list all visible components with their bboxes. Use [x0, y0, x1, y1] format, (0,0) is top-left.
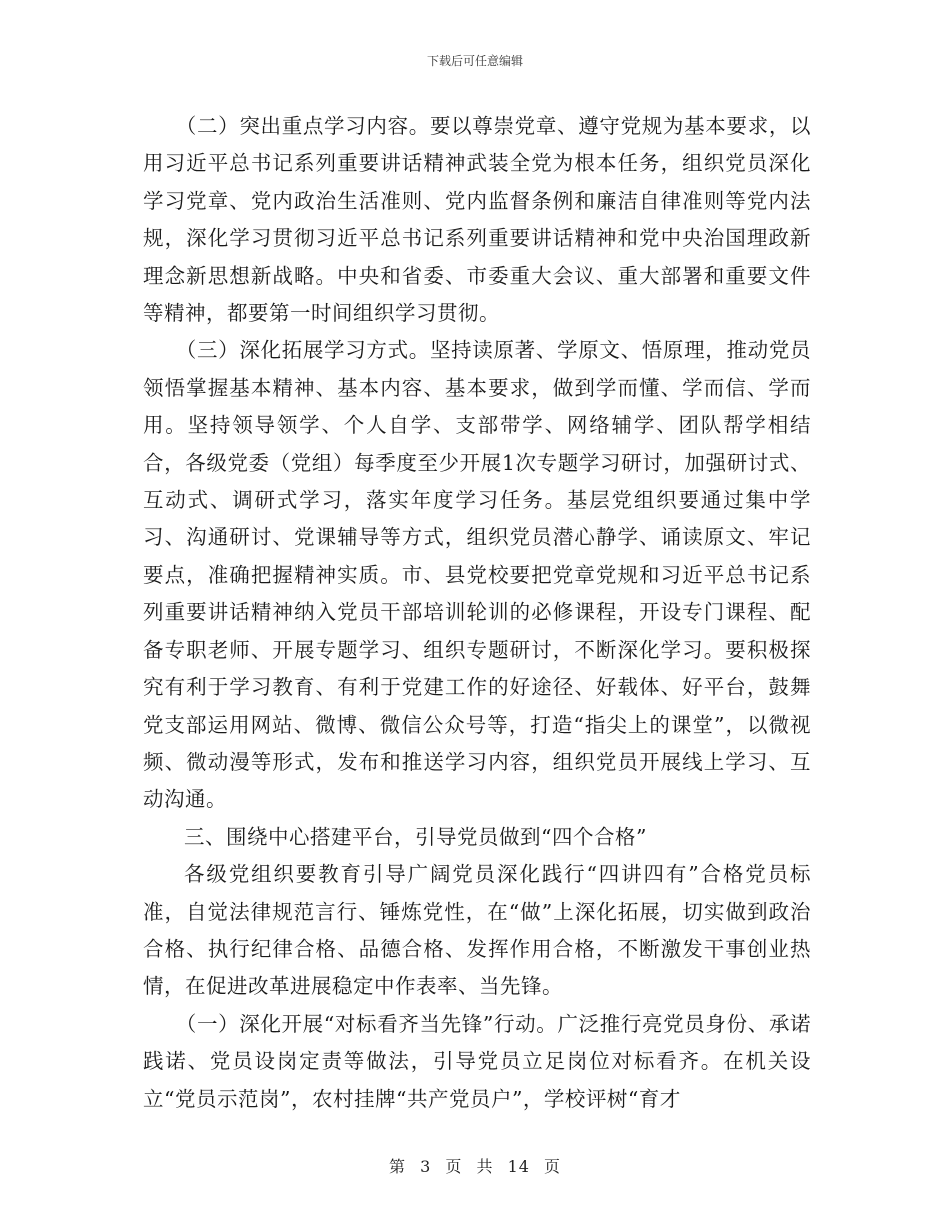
footer-page-word: 页	[445, 1157, 463, 1176]
footer-suffix: 页	[544, 1157, 562, 1176]
document-body	[143, 108, 811, 1118]
footer-current-page: 3	[420, 1157, 432, 1176]
paragraph-study-content: （二）突出重点学习内容。要以尊崇党章、遵守党规为基本要求，以用习近平总书记系列重要讲话精神武装全党为根本任务，组织党员深化学习党章、党内政治生活准则、党内监督条例和廉洁自律准则等党内法规，深化学习贯彻习近平总书记系列重要讲话精神和党中央治国理政新理念新思想新战略。中央和省委、市委重大会议、重大部署和重要文件等精神，都要第一时间组织学习贯彻。	[143, 114, 811, 326]
paragraph-study-methods: （三）深化拓展学习方式。坚持读原著、学原文、悟原理，推动党员领悟掌握基本精神、基本内容、基本要求，做到学而懂、学而信、学而用。坚持领导领学、个人自学、支部带学、网络辅学、团队帮学相结合，各级党委（党组）每季度至少开展1次专题学习研讨，加强研讨式、互动式、调研式学习，落实年度学习任务。基层党组织要通过集中学习、沟通研讨、党课辅导等方式，组织党员潜心静学、诵读原文、牢记要点，准确把握精神实质。市、县党校要把党章党规和习近平总书记系列重要讲话精神纳入党员干部培训轮训的必修课程，开设专门课程、配备专职老师、开展专题学习、组织专题研讨，不断深化学习。要积极探究有利于学习教育、有利于党建工作的好途径、好载体、好平台，鼓舞党支部运用网站、微博、微信公众号等，打造“指尖上的课堂”，以微视频、微动漫等形式，发布和推送学习内容，组织党员开展线上学习、互动沟通。	[143, 338, 811, 812]
paragraph-four-qualified: 各级党组织要教育引导广阔党员深化践行“四讲四有”合格党员标准，自觉法律规范言行、锤炼党性，在“做”上深化拓展，切实做到政治合格、执行纪律合格、品德合格、发挥作用合格，不断激发干事创业热情，在促进改革进展稳定中作表率、当先锋。	[143, 862, 811, 999]
footer-total-word: 共	[476, 1157, 494, 1176]
paragraph-vanguard-action: （一）深化开展“对标看齐当先锋”行动。广泛推行亮党员身份、承诺践诺、党员设岗定责等做法，引导党员立足岗位对标看齐。在机关设立“党员示范岗”，农村挂牌“共产党员户”，学校评树“育才	[143, 1011, 811, 1111]
section-heading-three: 三、围绕中心搭建平台，引导党员做到“四个合格”	[184, 824, 647, 849]
page-footer	[0, 1154, 950, 1177]
page-header-note: 下载后可任意编辑	[426, 54, 523, 68]
footer-prefix: 第	[388, 1157, 406, 1176]
footer-total-pages: 14	[507, 1157, 530, 1176]
